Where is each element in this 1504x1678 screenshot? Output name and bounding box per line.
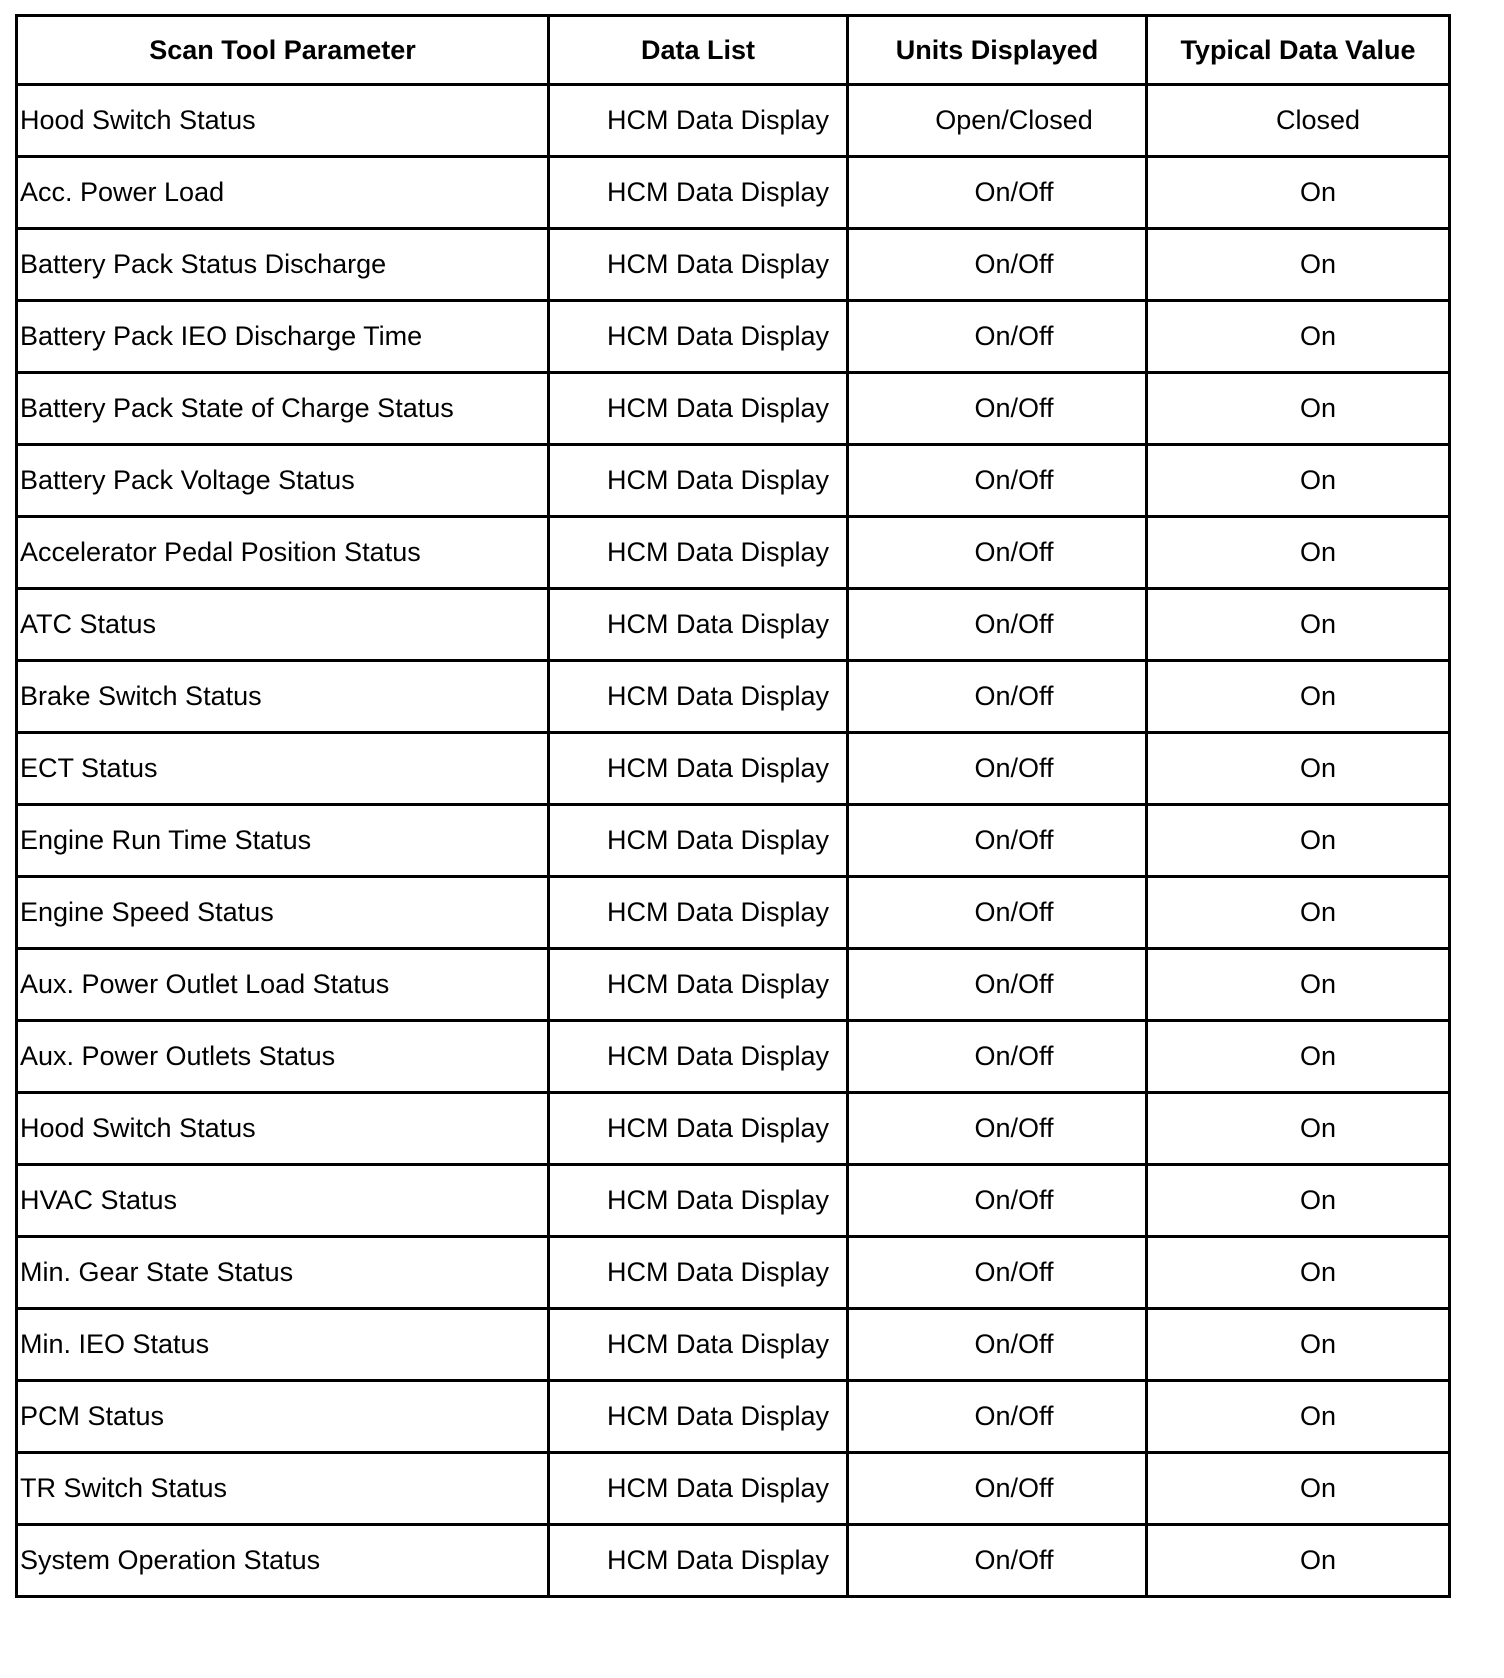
cell-units: On/Off (848, 949, 1147, 1021)
cell-units: On/Off (848, 517, 1147, 589)
cell-parameter: Aux. Power Outlets Status (17, 1021, 549, 1093)
table-row (17, 589, 1450, 661)
cell-data-list: HCM Data Display (549, 733, 848, 805)
cell-units: On/Off (848, 373, 1147, 445)
cell-typical-value: On (1147, 229, 1450, 301)
cell-data-list: HCM Data Display (549, 1165, 848, 1237)
table-row (17, 301, 1450, 373)
cell-typical-value: On (1147, 661, 1450, 733)
cell-typical-value: On (1147, 1525, 1450, 1597)
cell-parameter: Hood Switch Status (17, 1093, 549, 1165)
cell-data-list: HCM Data Display (549, 1237, 848, 1309)
cell-typical-value: On (1147, 1237, 1450, 1309)
cell-typical-value: On (1147, 589, 1450, 661)
table-row (17, 1309, 1450, 1381)
cell-units: On/Off (848, 877, 1147, 949)
cell-units: On/Off (848, 805, 1147, 877)
cell-typical-value: On (1147, 1021, 1450, 1093)
cell-typical-value: On (1147, 445, 1450, 517)
table-row (17, 1381, 1450, 1453)
cell-typical-value: On (1147, 1165, 1450, 1237)
cell-data-list: HCM Data Display (549, 373, 848, 445)
cell-data-list: HCM Data Display (549, 1309, 848, 1381)
cell-data-list: HCM Data Display (549, 1021, 848, 1093)
table-row (17, 229, 1450, 301)
table-row (17, 877, 1450, 949)
cell-parameter: Accelerator Pedal Position Status (17, 517, 549, 589)
cell-typical-value: On (1147, 1309, 1450, 1381)
table-row (17, 445, 1450, 517)
table-row (17, 733, 1450, 805)
cell-parameter: HVAC Status (17, 1165, 549, 1237)
table-row (17, 805, 1450, 877)
cell-parameter: Battery Pack State of Charge Status (17, 373, 549, 445)
cell-typical-value: On (1147, 949, 1450, 1021)
scan-tool-data-table (15, 14, 1451, 1598)
header-data-list: Data List (549, 16, 848, 85)
cell-parameter: System Operation Status (17, 1525, 549, 1597)
cell-typical-value: On (1147, 1093, 1450, 1165)
cell-units: On/Off (848, 229, 1147, 301)
cell-data-list: HCM Data Display (549, 85, 848, 157)
cell-parameter: Brake Switch Status (17, 661, 549, 733)
cell-data-list: HCM Data Display (549, 517, 848, 589)
table-row (17, 1237, 1450, 1309)
cell-parameter: TR Switch Status (17, 1453, 549, 1525)
cell-typical-value: On (1147, 157, 1450, 229)
cell-data-list: HCM Data Display (549, 589, 848, 661)
cell-data-list: HCM Data Display (549, 1093, 848, 1165)
table-row (17, 1021, 1450, 1093)
table-row (17, 1093, 1450, 1165)
header-row (17, 16, 1450, 85)
table-row (17, 517, 1450, 589)
cell-typical-value: On (1147, 877, 1450, 949)
cell-data-list: HCM Data Display (549, 1525, 848, 1597)
cell-typical-value: On (1147, 1381, 1450, 1453)
cell-units: Open/Closed (848, 85, 1147, 157)
cell-units: On/Off (848, 1165, 1147, 1237)
cell-parameter: ATC Status (17, 589, 549, 661)
cell-typical-value: On (1147, 805, 1450, 877)
cell-units: On/Off (848, 733, 1147, 805)
table-body (17, 85, 1450, 1597)
table-row (17, 85, 1450, 157)
cell-parameter: Aux. Power Outlet Load Status (17, 949, 549, 1021)
cell-units: On/Off (848, 1309, 1147, 1381)
cell-typical-value: On (1147, 1453, 1450, 1525)
cell-data-list: HCM Data Display (549, 877, 848, 949)
cell-typical-value: Closed (1147, 85, 1450, 157)
table-row (17, 157, 1450, 229)
cell-parameter: ECT Status (17, 733, 549, 805)
cell-units: On/Off (848, 589, 1147, 661)
cell-data-list: HCM Data Display (549, 1381, 848, 1453)
cell-data-list: HCM Data Display (549, 157, 848, 229)
cell-parameter: Engine Run Time Status (17, 805, 549, 877)
cell-parameter: Battery Pack IEO Discharge Time (17, 301, 549, 373)
table-row (17, 373, 1450, 445)
table-row (17, 661, 1450, 733)
cell-units: On/Off (848, 1093, 1147, 1165)
cell-typical-value: On (1147, 733, 1450, 805)
cell-units: On/Off (848, 1525, 1147, 1597)
cell-parameter: PCM Status (17, 1381, 549, 1453)
cell-data-list: HCM Data Display (549, 301, 848, 373)
cell-data-list: HCM Data Display (549, 1453, 848, 1525)
cell-units: On/Off (848, 1021, 1147, 1093)
cell-units: On/Off (848, 445, 1147, 517)
table-row (17, 1165, 1450, 1237)
cell-parameter: Min. Gear State Status (17, 1237, 549, 1309)
cell-units: On/Off (848, 661, 1147, 733)
table-row (17, 1525, 1450, 1597)
cell-parameter: Acc. Power Load (17, 157, 549, 229)
cell-units: On/Off (848, 1381, 1147, 1453)
cell-data-list: HCM Data Display (549, 949, 848, 1021)
cell-parameter: Min. IEO Status (17, 1309, 549, 1381)
cell-typical-value: On (1147, 301, 1450, 373)
cell-units: On/Off (848, 301, 1147, 373)
header-units-displayed: Units Displayed (848, 16, 1147, 85)
cell-units: On/Off (848, 157, 1147, 229)
table-row (17, 949, 1450, 1021)
header-typical-data-value: Typical Data Value (1147, 16, 1450, 85)
cell-parameter: Hood Switch Status (17, 85, 549, 157)
cell-typical-value: On (1147, 373, 1450, 445)
table-row (17, 1453, 1450, 1525)
cell-data-list: HCM Data Display (549, 445, 848, 517)
cell-units: On/Off (848, 1237, 1147, 1309)
cell-data-list: HCM Data Display (549, 661, 848, 733)
cell-parameter: Engine Speed Status (17, 877, 549, 949)
cell-units: On/Off (848, 1453, 1147, 1525)
cell-parameter: Battery Pack Status Discharge (17, 229, 549, 301)
header-scan-tool-parameter: Scan Tool Parameter (17, 16, 549, 85)
cell-typical-value: On (1147, 517, 1450, 589)
cell-data-list: HCM Data Display (549, 805, 848, 877)
cell-parameter: Battery Pack Voltage Status (17, 445, 549, 517)
cell-data-list: HCM Data Display (549, 229, 848, 301)
